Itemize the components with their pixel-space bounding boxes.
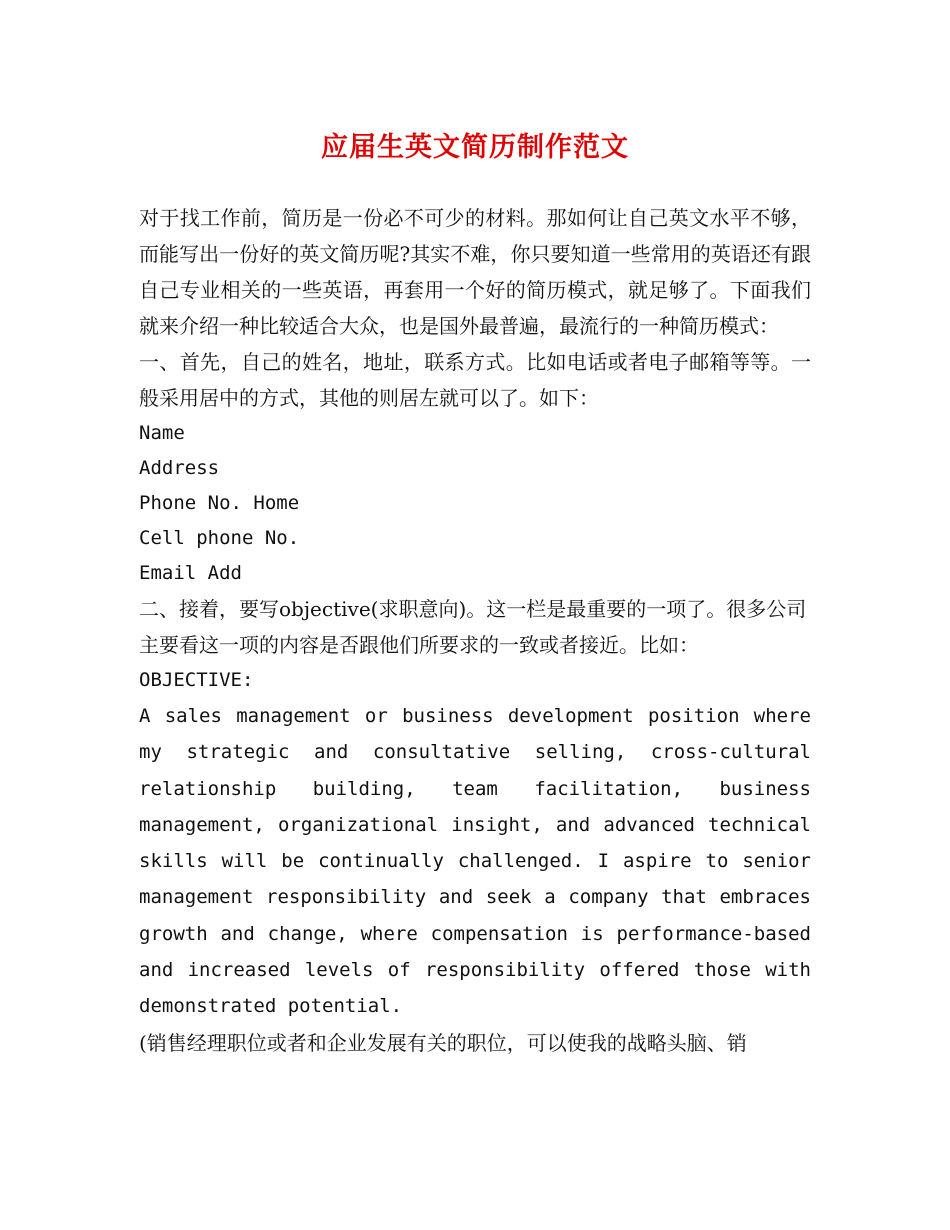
field-home-phone: Phone No. Home — [139, 492, 300, 514]
translation-paragraph: (销售经理职位或者和企业发展有关的职位，可以使我的战略头脑、销 — [139, 1030, 747, 1055]
step-two-paragraph: 二、接着，要写objective(求职意向)。这一栏是最重要的一项了。很多公司主要看这一项的内容是否跟他们所要求的一致或者接近。比如： — [139, 597, 807, 657]
field-cell-phone: Cell phone No. — [139, 527, 300, 549]
document-title: 应届生英文简历制作范文 — [321, 132, 629, 163]
document-body — [139, 200, 811, 1061]
field-email: Email Add — [139, 562, 242, 584]
field-name: Name — [139, 422, 185, 444]
objective-text: A sales management or business development position where my strategic and consultative selling, cross-cultural relationship building, team facilitation, business management, organizational insight, and advanced technical skills will be continually challenged. I aspire to senior management responsibility and seek a company that embraces growth and change, where compensation is performance-based and increased levels of responsibility offered those with demonstrated potential. — [139, 705, 811, 1018]
step-one-paragraph: 一、首先，自己的姓名，地址，联系方式。比如电话或者电子邮箱等等。一般采用居中的方式，其他的则居左就可以了。如下： — [139, 350, 811, 410]
objective-heading: OBJECTIVE: — [139, 669, 254, 691]
intro-paragraph: 对于找工作前，简历是一份必不可少的材料。那如何让自己英文水平不够，而能写出一份好的英文简历呢?其实不难，你只要知道一些常用的英语还有跟自己专业相关的一些英语，再套用一个好的简历模式，就足够了。下面我们就来介绍一种比较适合大众，也是国外最普遍，最流行的一种简历模式： — [139, 206, 811, 338]
field-address: Address — [139, 457, 220, 479]
